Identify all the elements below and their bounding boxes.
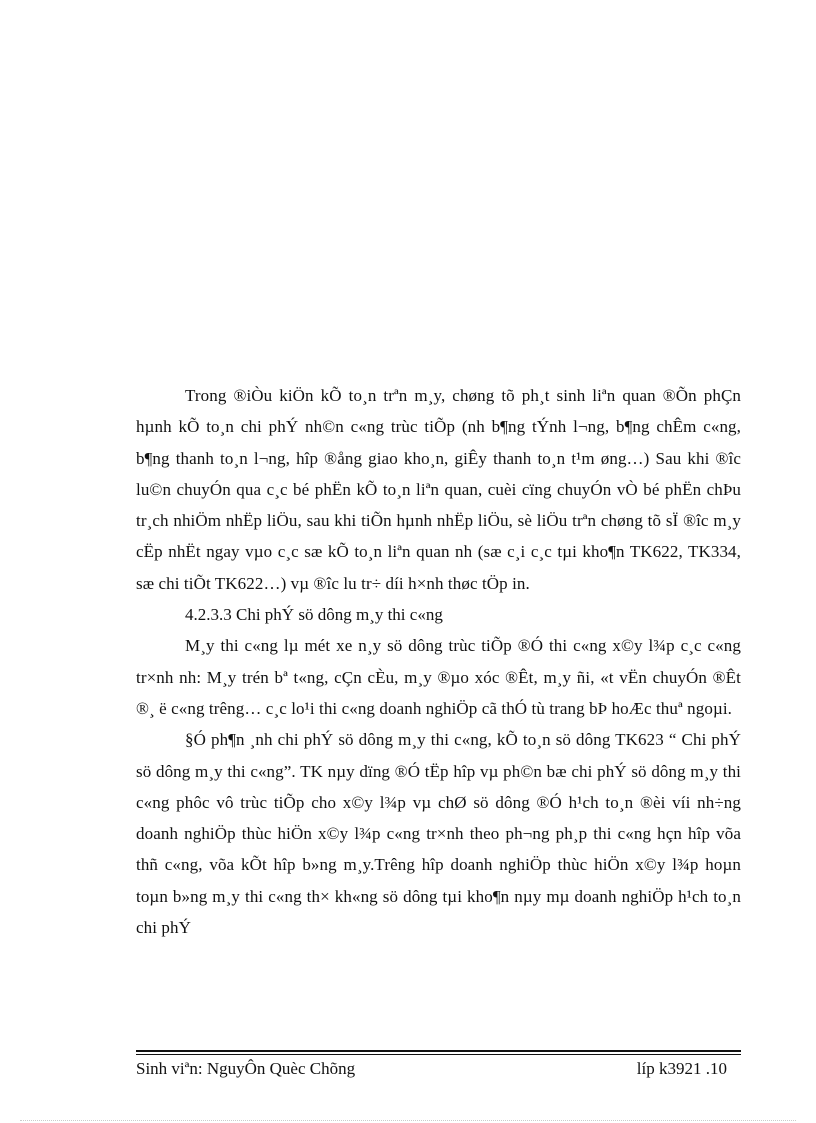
footer-class-code: líp k3921 .10 (636, 1059, 727, 1078)
footer-row (136, 1055, 741, 1080)
footer-student-name: Sinh viªn: NguyÔn Quèc Chõng (136, 1059, 356, 1078)
footer-rule-thick (136, 1050, 741, 1052)
page-footer (136, 1050, 741, 1080)
page-bottom-border (20, 1120, 796, 1122)
paragraph-1: Trong ®iÒu kiÖn kÕ to¸n trªn m¸y, chøng tõ ph¸t sinh liªn quan ®Õn phÇn hµnh kÕ to¸n chi phÝ nh©n c«ng trùc tiÕp (nh b¶ng tÝnh l¬ng, b¶ng chÊm c«ng, b¶ng thanh to¸n l¬ng, hîp ®ång giao kho¸n, giÊy thanh to¸n t¹m øng…) Sau khi ®îc lu©n chuyÓn qua c¸c bé phËn kÕ to¸n liªn quan, cuèi cïng chuyÓn vÒ bé phËn chÞu tr¸ch nhiÖm nhËp liÖu, sau khi tiÕn hµnh nhËp liÖu, sè liÖu trªn chøng tõ sÏ ®îc m¸y cËp nhËt ngay vµo c¸c sæ kÕ to¸n liªn quan nh (sæ c¸i c¸c tµi kho¶n TK622, TK334, sæ chi tiÕt TK622…) vµ ®îc lu tr÷ díi h×nh thøc tÖp in. (136, 386, 741, 593)
page-body (136, 380, 741, 943)
paragraph-2: M¸y thi c«ng lµ mét xe n¸y sö dông trùc tiÕp ®Ó thi c«ng x©y l¾p c¸c c«ng tr×nh nh: M¸y trén bª t«ng, cÇn cÈu, m¸y ®µo xóc ®Êt, m¸y ñi, «t vËn chuyÓn ®Êt ®¸ ë c«ng trêng… c¸c lo¹i thi c«ng doanh nghiÖp cã thÓ tù trang bÞ hoÆc thuª ngoµi. (136, 636, 741, 718)
section-heading: 4.2.3.3 Chi phÝ sö dông m¸y thi c«ng (185, 605, 443, 625)
paragraph-3: §Ó ph¶n ¸nh chi phÝ sö dông m¸y thi c«ng, kÕ to¸n sö dông TK623 “ Chi phÝ sö dông m¸y thi c«ng”. TK nµy dïng ®Ó tËp hîp vµ ph©n bæ chi phÝ sö dông m¸y thi c«ng phôc vô trùc tiÕp cho x©y l¾p vµ chØ sö dông ®Ó h¹ch to¸n ®èi víi nh÷ng doanh nghiÖp thùc hiÖn x©y l¾p c«ng tr×nh theo ph¬ng ph¸p thi c«ng hçn hîp võa thñ c«ng, võa kÕt hîp b»ng m¸y.Trêng hîp doanh nghiÖp thùc hiÖn x©y l¾p hoµn toµn b»ng m¸y thi c«ng th× kh«ng sö dông tµi kho¶n nµy mµ doanh nghiÖp h¹ch to¸n chi phÝ (136, 730, 741, 938)
